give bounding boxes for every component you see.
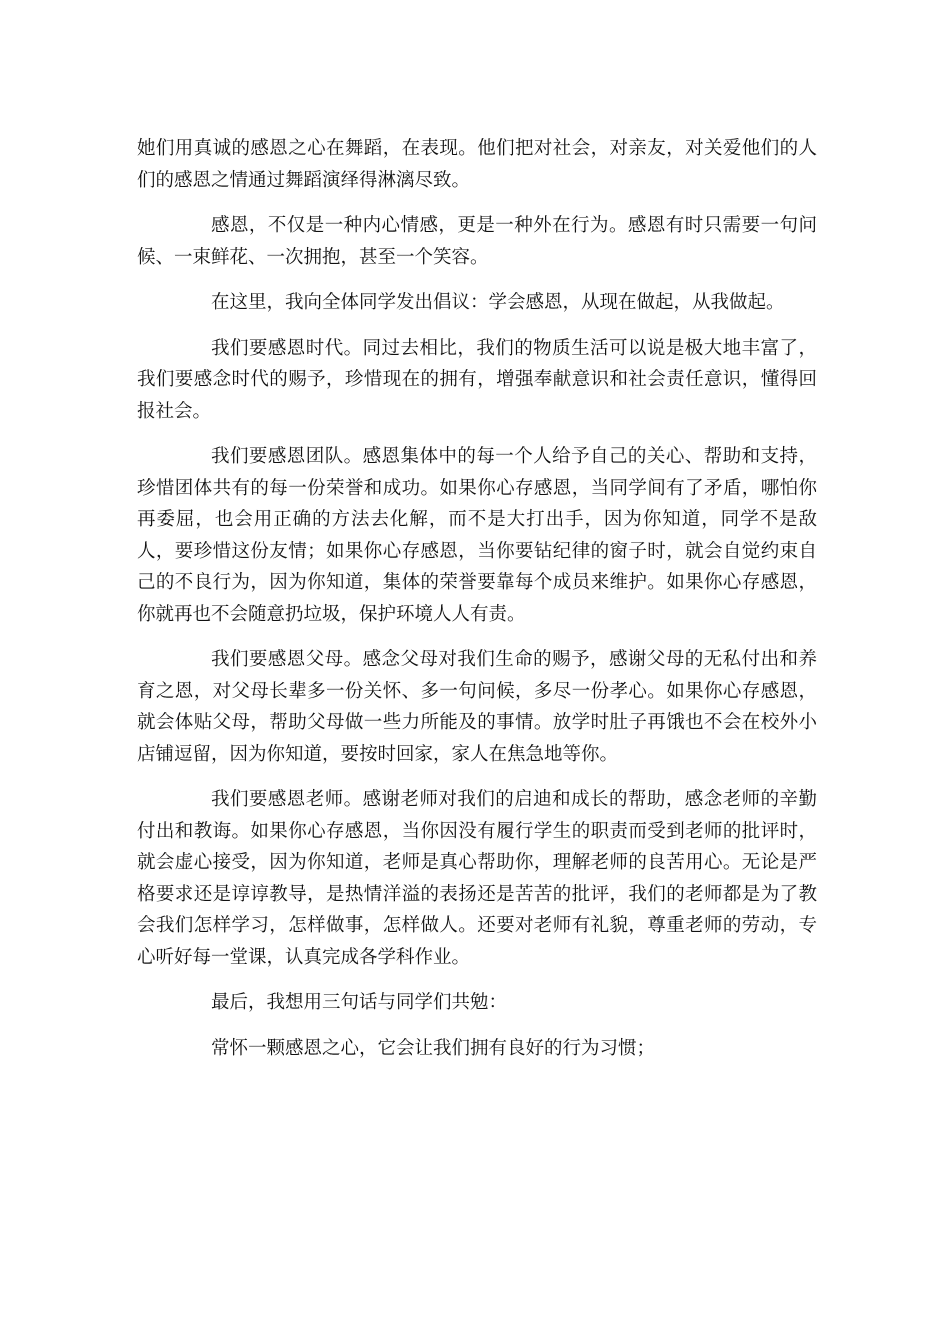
document-page xyxy=(137,133,817,1078)
paragraph-gratitude-team: 我们要感恩团队。感恩集体中的每一个人给予自己的关心、帮助和支持，珍惜团体共有的每一份荣誉和成功。如果你心存感恩，当同学间有了矛盾，哪怕你再委屈，也会用正确的方法去化解，而不是大打出手，因为你知道，同学不是敌人，要珍惜这份友情；如果你心存感恩，当你要钻纪律的窗子时，就会自觉约束自己的不良行为，因为你知道，集体的荣誉要靠每个成员来维护。如果你心存感恩，你就再也不会随意扔垃圾，保护环境人人有责。 xyxy=(137,446,817,625)
paragraph-proposal: 在这里，我向全体同学发出倡议：学会感恩，从现在做起，从我做起。 xyxy=(211,292,785,313)
paragraph-dance: 她们用真诚的感恩之心在舞蹈，在表现。他们把对社会，对亲友，对关爱他们的人们的感恩之情通过舞蹈演绎得淋漓尽致。 xyxy=(137,138,817,191)
paragraph-gratitude-parents: 我们要感恩父母。感念父母对我们生命的赐予，感谢父母的无私付出和养育之恩，对父母长辈多一份关怀、多一句问候，多尽一份孝心。如果你心存感恩，就会体贴父母，帮助父母做一些力所能及的事情。放学时肚子再饿也不会在校外小店铺逗留，因为你知道，要按时回家，家人在焦急地等你。 xyxy=(137,649,817,765)
paragraph-gratitude-behavior: 感恩，不仅是一种内心情感，更是一种外在行为。感恩有时只需要一句问候、一束鲜花、一次拥抱，甚至一个笑容。 xyxy=(137,215,817,268)
paragraph-gratitude-era: 我们要感恩时代。同过去相比，我们的物质生活可以说是极大地丰富了，我们要感念时代的赐予，珍惜现在的拥有，增强奉献意识和社会责任意识，懂得回报社会。 xyxy=(137,337,817,422)
paragraph-motto-1: 常怀一颗感恩之心，它会让我们拥有良好的行为习惯； xyxy=(211,1037,656,1059)
paragraph-closing-intro: 最后，我想用三句话与同学们共勉： xyxy=(211,992,508,1013)
paragraph-gratitude-teachers: 我们要感恩老师。感谢老师对我们的启迪和成长的帮助，感念老师的辛勤付出和教诲。如果你心存感恩，当你因没有履行学生的职责而受到老师的批评时，就会虚心接受，因为你知道，老师是真心帮助你，理解老师的良苦用心。无论是严格要求还是谆谆教导，是热情洋溢的表扬还是苦苦的批评，我们的老师都是为了教会我们怎样学习，怎样做事，怎样做人。还要对老师有礼貌，尊重老师的劳动，专心听好每一堂课，认真完成各学科作业。 xyxy=(137,789,817,968)
